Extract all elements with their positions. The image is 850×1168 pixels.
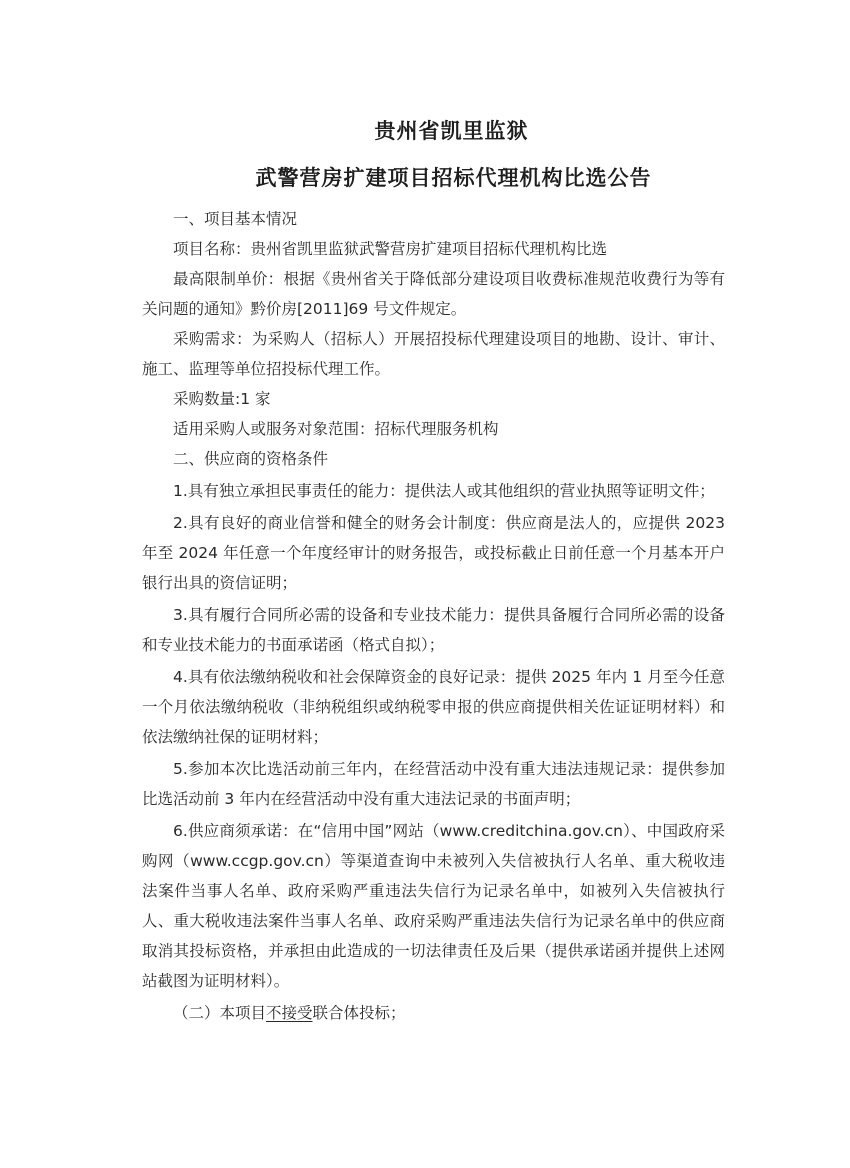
document-title-line1: 贵州省凯里监狱 — [374, 119, 529, 143]
document-title-line2: 武警营房扩建项目招标代理机构比选公告 — [255, 166, 652, 190]
service-scope: 适用采购人或服务对象范围：招标代理服务机构 — [173, 420, 499, 438]
qualification-item-2: 2.具有良好的商业信誉和健全的财务会计制度：供应商是法人的，应提供 2023 年至 2024 年任意一个年度经审计的财务报告，或投标截止日前任意一个月基本开户银行出具的资信证明； — [142, 514, 725, 592]
procurement-requirement: 采购需求：为采购人（招标人）开展招投标代理建设项目的地勘、设计、审计、施工、监理等单位招投标代理工作。 — [142, 330, 725, 378]
procurement-quantity: 采购数量:1 家 — [173, 390, 271, 408]
document-body — [142, 204, 725, 1028]
qualification-item-6: 6.供应商须承诺：在“信用中国”网站（www.creditchina.gov.cn）、中国政府采购网（www.ccgp.gov.cn）等渠道查询中未被列入失信被执行人名单、重大税收违法案件当事人名单、政府采购严重违法失信行为记录名单中，如被列入失信被执行人、重大税收违法案件当事人名单、政府采购严重违法失信行为记录名单中的供应商取消其投标资格，并承担由此造成的一切法律责任及后果（提供承诺函并提供上述网站截图为证明材料）。 — [142, 822, 725, 990]
section1-heading: 一、项目基本情况 — [173, 210, 298, 228]
project-name: 项目名称：贵州省凯里监狱武警营房扩建项目招标代理机构比选 — [173, 240, 608, 258]
section2-heading: 二、供应商的资格条件 — [173, 450, 329, 468]
qualification-item-1: 1.具有独立承担民事责任的能力：提供法人或其他组织的营业执照等证明文件； — [173, 482, 715, 500]
qualification-item-5: 5.参加本次比选活动前三年内，在经营活动中没有重大违法违规记录：提供参加比选活动前 3 年内在经营活动中没有重大违法记录的书面声明； — [142, 760, 725, 808]
joint-bidding-prefix: （二）本项目 — [173, 1004, 267, 1022]
qualification-item-4: 4.具有依法缴纳税收和社会保障资金的良好记录：提供 2025 年内 1 月至今任意一个月依法缴纳税收（非纳税组织或纳税零申报的供应商提供相关佐证证明材料）和依法缴纳社保的证明材料； — [142, 668, 725, 746]
qualification-item-3: 3.具有履行合同所必需的设备和专业技术能力：提供具备履行合同所必需的设备和专业技术能力的书面承诺函（格式自拟）； — [142, 606, 725, 654]
joint-bidding-statement — [142, 998, 725, 1028]
joint-bidding-underlined: 不接受 — [266, 1004, 313, 1022]
joint-bidding-suffix: 联合体投标； — [312, 1004, 406, 1022]
max-price: 最高限制单价：根据《贵州省关于降低部分建设项目收费标准规范收费行为等有关问题的通知》黔价房[2011]69 号文件规定。 — [142, 270, 725, 318]
